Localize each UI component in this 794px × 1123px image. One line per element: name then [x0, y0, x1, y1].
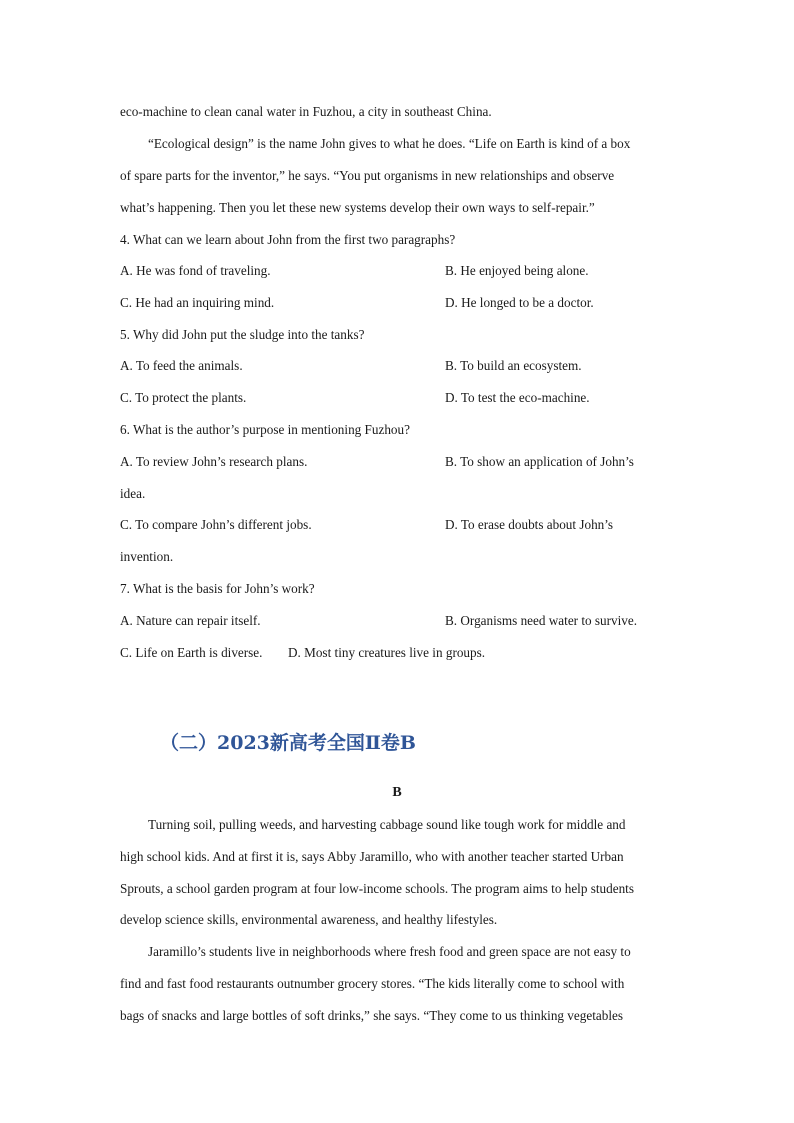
- question-4-option-d: D. He longed to be a doctor.: [445, 295, 594, 310]
- question-5-option-d: D. To test the eco-machine.: [445, 390, 590, 405]
- passage-a-line: “Ecological design” is the name John gives to what he does. “Life on Earth is kind of a box: [148, 136, 631, 151]
- passage-a-line: eco-machine to clean canal water in Fuzhou, a city in southeast China.: [120, 104, 492, 119]
- passage-a-line: of spare parts for the inventor,” he says. “You put organisms in new relationships and observe: [120, 168, 615, 183]
- passage-a-line: what’s happening. Then you let these new systems develop their own ways to self-repair.”: [120, 200, 595, 215]
- question-6-option-c: C. To compare John’s different jobs.: [120, 517, 312, 532]
- passage-b-line: Sprouts, a school garden program at four low-income schools. The program aims to help students: [120, 881, 634, 896]
- question-6-option-d-continued: invention.: [120, 549, 174, 564]
- question-5-stem: 5. Why did John put the sludge into the tanks?: [120, 327, 365, 342]
- passage-b-line: find and fast food restaurants outnumber grocery stores. “The kids literally come to school with: [120, 976, 625, 991]
- question-6-option-d: D. To erase doubts about John’s: [445, 517, 614, 532]
- question-6-option-b-continued: idea.: [120, 486, 146, 501]
- passage-b-line: develop science skills, environmental awareness, and healthy lifestyles.: [120, 912, 498, 927]
- question-6-stem: 6. What is the author’s purpose in mentioning Fuzhou?: [120, 422, 410, 437]
- question-4-stem: 4. What can we learn about John from the first two paragraphs?: [120, 232, 456, 247]
- question-7-option-a: A. Nature can repair itself.: [120, 613, 261, 628]
- passage-label: B: [392, 785, 402, 800]
- question-7-option-c: C. Life on Earth is diverse.: [120, 645, 263, 660]
- question-5-option-c: C. To protect the plants.: [120, 390, 247, 405]
- question-5-option-a: A. To feed the animals.: [120, 358, 243, 373]
- question-7-stem: 7. What is the basis for John’s work?: [120, 581, 315, 596]
- passage-b-line: Turning soil, pulling weeds, and harvesting cabbage sound like tough work for middle and: [148, 817, 626, 832]
- question-4-option-c: C. He had an inquiring mind.: [120, 295, 275, 310]
- question-7-option-d: D. Most tiny creatures live in groups.: [288, 645, 486, 660]
- passage-b-line: bags of snacks and large bottles of soft drinks,” she says. “They come to us thinking vegetables: [120, 1008, 623, 1023]
- question-6-option-b: B. To show an application of John’s: [445, 454, 634, 469]
- question-7-option-b: B. Organisms need water to survive.: [445, 613, 638, 628]
- section-heading: （二）2023新高考全国Ⅱ卷B: [160, 732, 416, 754]
- passage-b-line: Jaramillo’s students live in neighborhoods where fresh food and green space are not easy to: [148, 944, 631, 959]
- question-4-option-b: B. He enjoyed being alone.: [445, 263, 589, 278]
- question-4-option-a: A. He was fond of traveling.: [120, 263, 271, 278]
- question-5-option-b: B. To build an ecosystem.: [445, 358, 582, 373]
- question-6-option-a: A. To review John’s research plans.: [120, 454, 308, 469]
- passage-b-line: high school kids. And at first it is, says Abby Jaramillo, who with another teacher started Urban: [120, 849, 624, 864]
